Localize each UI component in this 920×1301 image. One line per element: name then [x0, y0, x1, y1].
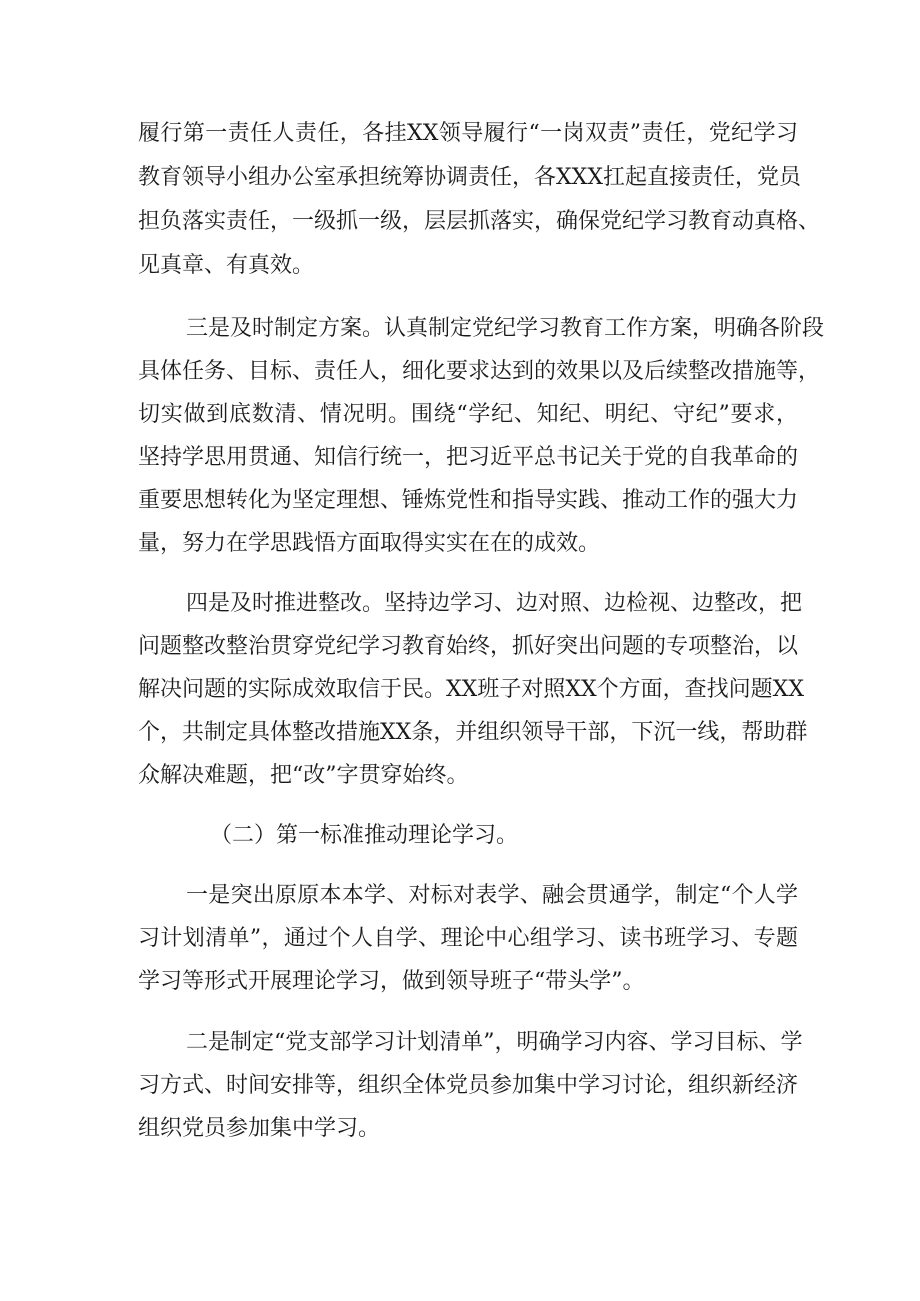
text-line: 切实做到底数清、情况明。围绕“学纪、知纪、明纪、守纪”要求， — [138, 402, 798, 427]
text-line: 一是突出原原本本学、对标对表学、融会贯通学，制定“个人学 — [186, 883, 798, 908]
text-line: 三是及时制定方案。认真制定党纪学习教育工作方案，明确各阶段 — [186, 316, 825, 341]
text-line: 重要思想转化为坚定理想、锤炼党性和指导实践、推动工作的强大力 — [138, 488, 799, 513]
text-line: 习计划清单”，通过个人自学、理论中心组学习、读书班学习、专题 — [138, 926, 798, 951]
text-line: 担负落实责任，一级抓一级，层层抓落实，确保党纪学习教育动真格、 — [138, 209, 821, 234]
text-line: 具体任务、目标、责任人，细化要求达到的效果以及后续整改措施等， — [138, 359, 821, 384]
text-line: 二是制定“党支部学习计划清单”，明确学习内容、学习目标、学 — [186, 1030, 803, 1055]
text-line: 众解决难题，把“改”字贯穿始终。 — [138, 763, 469, 788]
text-line: 量，努力在学思践悟方面取得实实在在的成效。 — [138, 531, 601, 556]
text-line: 组织党员参加集中学习。 — [138, 1116, 381, 1141]
text-line: 四是及时推进整改。坚持边学习、边对照、边检视、边整改，把 — [186, 591, 803, 616]
text-line: 教育领导小组办公室承担统筹协调责任，各XXX扛起直接责任，党员 — [138, 165, 801, 190]
text-line: 问题整改整治贯穿党纪学习教育始终，抓好突出问题的专项整治，以 — [138, 634, 799, 659]
text-line: 坚持学思用贯通、知信行统一，把习近平总书记关于党的自我革命的 — [138, 445, 799, 470]
text-line: 习方式、时间安排等，组织全体党员参加集中学习讨论，组织新经济 — [138, 1073, 799, 1098]
text-line: 解决问题的实际成效取信于民。XX班子对照XX个方面，查找问题XX — [138, 677, 804, 702]
text-line: 个，共制定具体整改措施XX条，并组织领导干部，下沉一线，帮助群 — [138, 720, 808, 745]
text-line: 履行第一责任人责任，各挂XX领导履行“一岗双责”责任，党纪学习 — [138, 121, 798, 146]
section-heading: （二）第一标准推动理论学习。 — [210, 823, 519, 848]
text-line: 见真章、有真效。 — [138, 253, 315, 278]
text-line: 学习等形式开展理论学习，做到领导班子“带头学”。 — [138, 969, 645, 994]
